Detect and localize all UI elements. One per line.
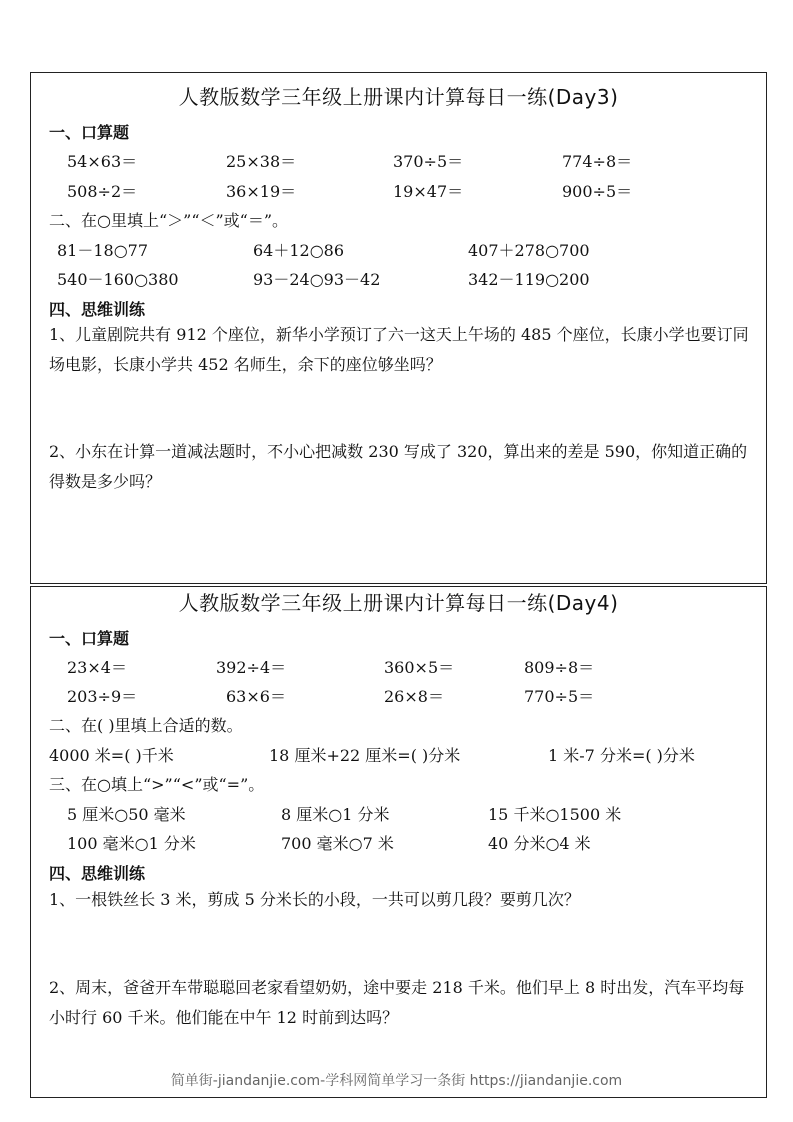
compare-problem: 93－24○93－42 [253, 270, 381, 289]
oral-problem: 25×38＝ [226, 152, 297, 171]
compare-problem: 700 毫米○7 米 [281, 834, 394, 853]
oral-problem: 19×47＝ [393, 182, 464, 201]
section-compare-heading: 三、在○填上“>”“<”或“=”。 [49, 775, 265, 794]
compare-problem: 15 千米○1500 米 [488, 805, 622, 824]
worksheet-day4 [30, 586, 767, 1098]
section-oral-heading: 一、口算题 [49, 629, 130, 648]
compare-problem: 40 分米○4 米 [488, 834, 591, 853]
compare-problem: 8 厘米○1 分米 [281, 805, 390, 824]
compare-problem: 342－119○200 [468, 270, 590, 289]
section-thinking-heading: 四、思维训练 [49, 300, 146, 319]
oral-problem: 203÷9＝ [67, 687, 138, 706]
worksheet-title: 人教版数学三年级上册课内计算每日一练(Day4) [178, 591, 619, 615]
oral-problem: 809÷8＝ [524, 658, 595, 677]
oral-problem: 392÷4＝ [216, 658, 287, 677]
oral-problem: 508÷2＝ [67, 182, 138, 201]
word-problem-1: 1、一根铁丝长 3 米，剪成 5 分米长的小段，一共可以剪几段？要剪几次？ [49, 890, 580, 909]
oral-problem: 63×6＝ [226, 687, 286, 706]
oral-problem: 54×63＝ [67, 152, 138, 171]
compare-problem: 5 厘米○50 毫米 [67, 805, 186, 824]
fill-problem: 4000 米=( )千米 [49, 746, 174, 765]
section-compare-heading: 二、在○里填上“＞”“＜”或“＝”。 [49, 211, 289, 230]
compare-problem: 81－18○77 [57, 241, 149, 260]
compare-problem: 407＋278○700 [468, 241, 590, 260]
oral-problem: 900÷5＝ [562, 182, 633, 201]
compare-problem: 540－160○380 [57, 270, 179, 289]
footer-watermark: 简单街-jiandanjie.com-学科网简单学习一条街 https://jiandanjie.com [170, 1073, 623, 1089]
fill-problem: 1 米-7 分米=( )分米 [548, 746, 695, 765]
word-problem-1: 1、儿童剧院共有 912 个座位，新华小学预订了六一这天上午场的 485 个座位，长康小学也要订同场电影，长康小学共 452 名师生，余下的座位够坐吗？ [49, 325, 749, 374]
oral-problem: 360×5＝ [384, 658, 455, 677]
section-oral-heading: 一、口算题 [49, 123, 130, 142]
oral-problem: 26×8＝ [384, 687, 444, 706]
worksheet-title: 人教版数学三年级上册课内计算每日一练(Day3) [178, 85, 619, 109]
oral-problem: 370÷5＝ [393, 152, 464, 171]
oral-problem: 23×4＝ [67, 658, 127, 677]
oral-problem: 774÷8＝ [562, 152, 633, 171]
word-problem-2: 2、周末，爸爸开车带聪聪回老家看望奶奶，途中要走 218 千米。他们早上 8 时出发，汽车平均每小时行 60 千米。他们能在中午 12 时前到达吗？ [49, 978, 745, 1027]
oral-problem: 770÷5＝ [524, 687, 595, 706]
compare-problem: 100 毫米○1 分米 [67, 834, 196, 853]
section-fill-heading: 二、在( )里填上合适的数。 [49, 716, 243, 735]
oral-problem: 36×19＝ [226, 182, 297, 201]
fill-problem: 18 厘米+22 厘米=( )分米 [269, 746, 461, 765]
worksheet-day3 [30, 72, 767, 584]
word-problem-2: 2、小东在计算一道减法题时，不小心把减数 230 写成了 320，算出来的差是 590，你知道正确的得数是多少吗？ [49, 442, 748, 491]
section-thinking-heading: 四、思维训练 [49, 864, 146, 883]
compare-problem: 64＋12○86 [253, 241, 345, 260]
